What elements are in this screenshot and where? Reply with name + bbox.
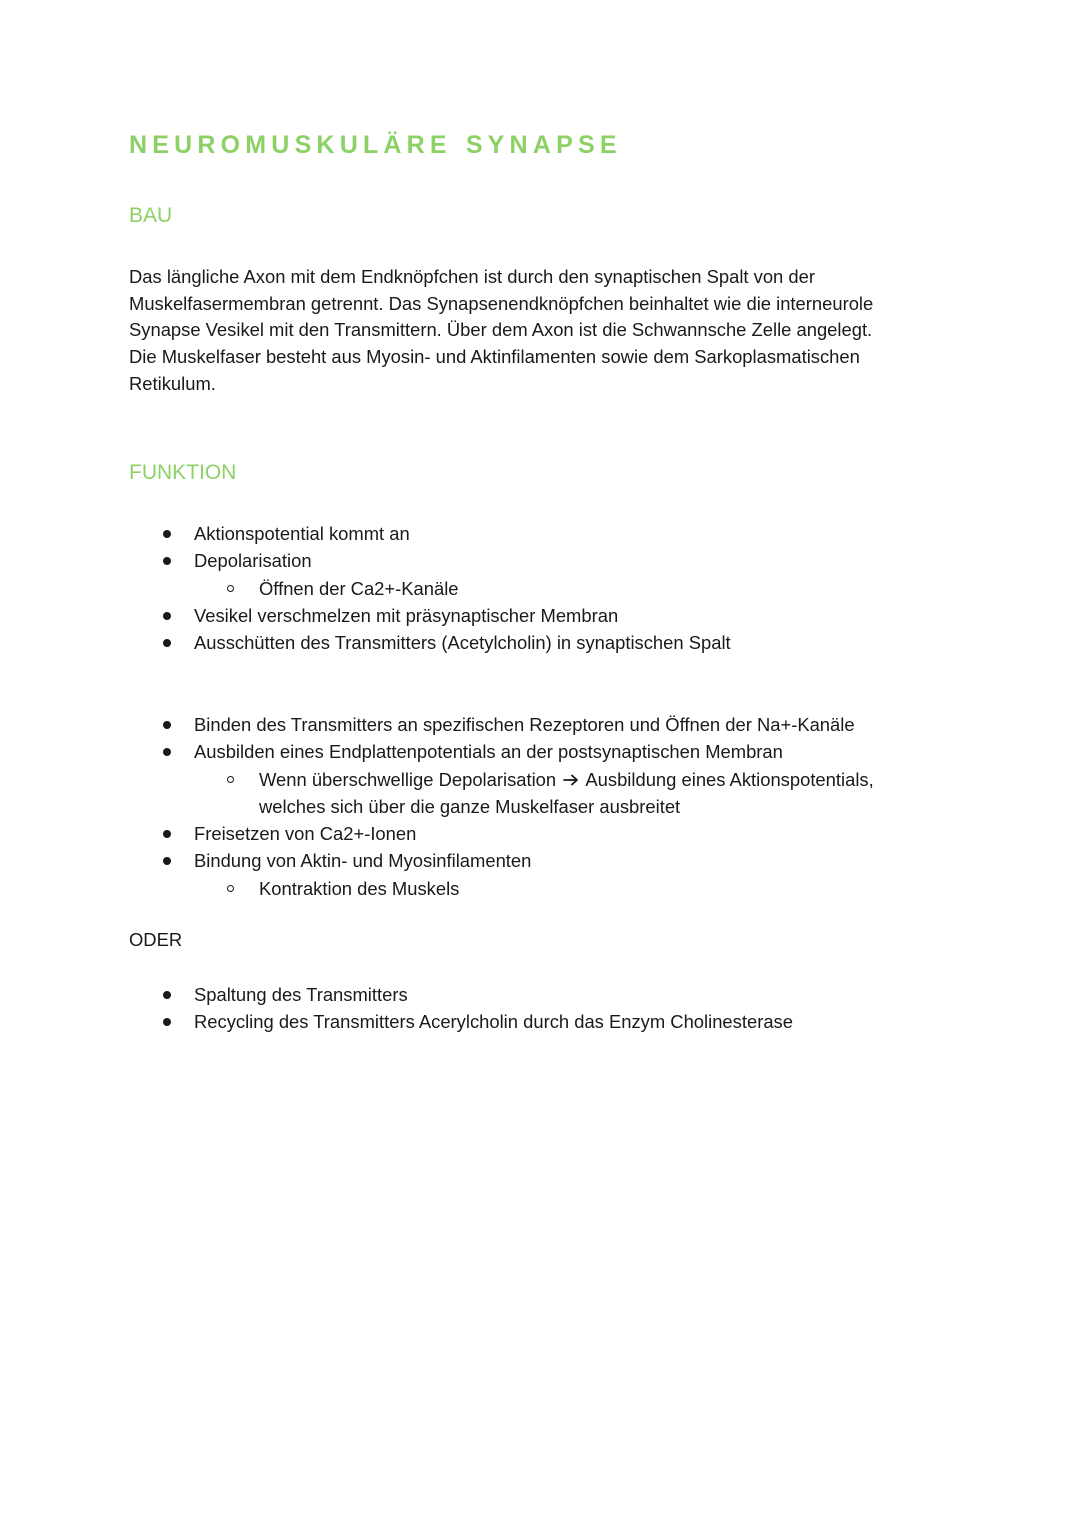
circle-bullet-icon xyxy=(227,585,234,592)
list-item: Ausbilden eines Endplattenpotentials an der postsynaptischen Membran xyxy=(129,738,959,765)
list-item: Spaltung des Transmitters xyxy=(129,981,959,1008)
bullet-icon xyxy=(163,639,171,647)
title-word-1: NEUROMUSKULÄRE xyxy=(129,131,452,159)
right-arrow-icon xyxy=(563,774,579,786)
list-item: Recycling des Transmitters Acerylcholin durch das Enzym Cholinesterase xyxy=(129,1008,959,1035)
bullet-icon xyxy=(163,991,171,999)
bullet-icon xyxy=(163,1018,171,1026)
list-item: Freisetzen von Ca2+-Ionen xyxy=(129,820,959,847)
funktion-list-3 xyxy=(129,981,959,1036)
bau-line: Das längliche Axon mit dem Endknöpfchen ist durch den synaptischen Spalt von der xyxy=(129,266,815,287)
list-item: Aktionspotential kommt an xyxy=(129,520,959,547)
circle-bullet-icon xyxy=(227,885,234,892)
sub-list-item: Kontraktion des Muskels xyxy=(129,875,959,902)
oder-label: ODER xyxy=(129,929,183,950)
sub-list-item: Öffnen der Ca2+-Kanäle xyxy=(129,575,959,602)
list-item: Vesikel verschmelzen mit präsynaptischer Membran xyxy=(129,602,959,629)
bullet-icon xyxy=(163,612,171,620)
bullet-icon xyxy=(163,748,171,756)
bullet-icon xyxy=(163,721,171,729)
bullet-icon xyxy=(163,830,171,838)
bau-line: Die Muskelfaser besteht aus Myosin- und Aktinfilamenten sowie dem Sarkoplasmatischen xyxy=(129,346,860,368)
bau-line: Muskelfasermembran getrennt. Das Synapsenendknöpfchen beinhaltet wie die interneurole xyxy=(129,292,874,314)
bullet-icon xyxy=(163,530,171,538)
title-word-2: SYNAPSE xyxy=(465,131,622,159)
bau-paragraph xyxy=(129,264,959,398)
bullet-icon xyxy=(163,857,171,865)
list-item: Depolarisation xyxy=(129,547,959,574)
section-heading-funktion: FUNKTION xyxy=(129,461,237,484)
bau-line: Retikulum. xyxy=(129,372,216,394)
list-item: Bindung von Aktin- und Myosinfilamenten xyxy=(129,847,959,874)
section-heading-bau: BAU xyxy=(129,204,173,227)
sub-list-item: Wenn überschwellige Depolarisation Ausbildung eines Aktionspotentials, xyxy=(129,766,959,793)
document-title xyxy=(129,131,622,160)
bullet-icon xyxy=(163,557,171,565)
list-item: Binden des Transmitters an spezifischen Rezeptoren und Öffnen der Na+-Kanäle xyxy=(129,711,959,738)
bau-line: Synapse Vesikel mit den Transmittern. Über dem Axon ist die Schwannsche Zelle angelegt. xyxy=(129,319,873,341)
funktion-list-1 xyxy=(129,520,959,656)
funktion-list-2 xyxy=(129,711,959,902)
sub-list-item-continuation: welches sich über die ganze Muskelfaser ausbreitet xyxy=(259,795,681,817)
list-item: Ausschütten des Transmitters (Acetylcholin) in synaptischen Spalt xyxy=(129,629,959,656)
circle-bullet-icon xyxy=(227,776,234,783)
